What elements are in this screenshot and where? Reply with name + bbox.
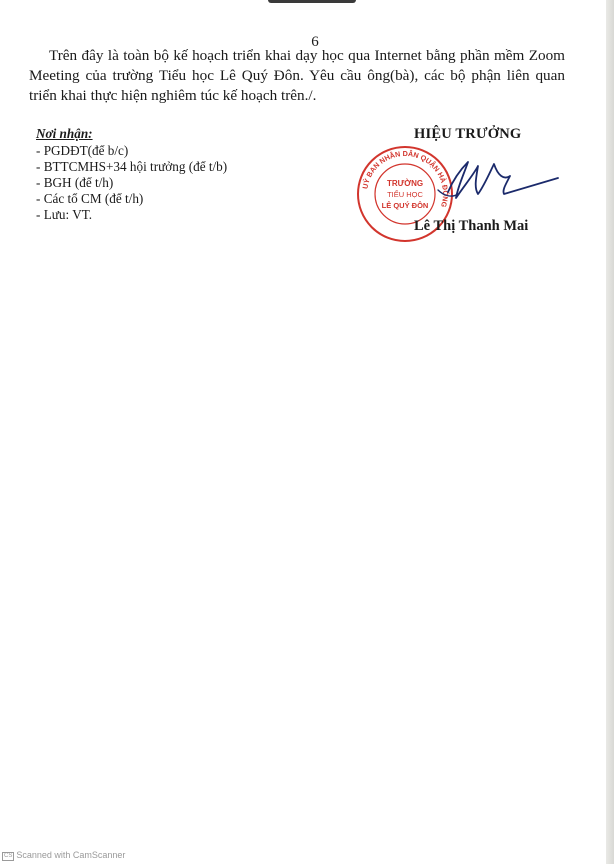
recipients-list: [36, 143, 296, 223]
signature-title: HIỆU TRƯỞNG: [414, 126, 522, 142]
scanner-text: Scanned with CamScanner: [16, 850, 126, 860]
closing-paragraph: Trên đây là toàn bộ kế hoạch triển khai dạy học qua Internet bằng phần mềm Zoom Meeting của trường Tiểu học Lê Quý Đôn. Yêu cầu ông(bà), các bộ phận liên quan triển khai thực hiện nghiêm túc kế hoạch trên./.: [29, 47, 565, 104]
page-number: 6: [311, 34, 319, 50]
seal-line-1: TRƯỜNG: [386, 179, 424, 188]
signer-name: Lê Thị Thanh Mai: [414, 218, 529, 234]
recipient-item: - PGDĐT(để b/c): [36, 143, 129, 158]
camscanner-icon: CS: [4, 853, 13, 859]
seal-line-3: LÊ QUÝ ĐÔN: [381, 201, 429, 210]
recipients-title: Nơi nhận:: [36, 126, 93, 141]
scan-artifact: [268, 0, 356, 3]
recipient-item: - Các tổ CM (để t/h): [36, 191, 144, 206]
handwritten-signature: [418, 150, 568, 210]
seal-outer-text: UỶ BAN NHÂN DÂN QUẬN HÀ ĐÔNG: [360, 148, 451, 209]
page-edge-shadow: [606, 0, 614, 864]
recipient-item: - BGH (để t/h): [36, 175, 114, 190]
recipients-block: [36, 126, 296, 223]
recipient-item: - BTTCMHS+34 hội trưởng (để t/b): [36, 159, 228, 174]
recipient-item: - Lưu: VT.: [36, 207, 93, 222]
seal-line-2: TIỂU HỌC: [387, 190, 423, 199]
scanner-watermark: [2, 850, 125, 861]
